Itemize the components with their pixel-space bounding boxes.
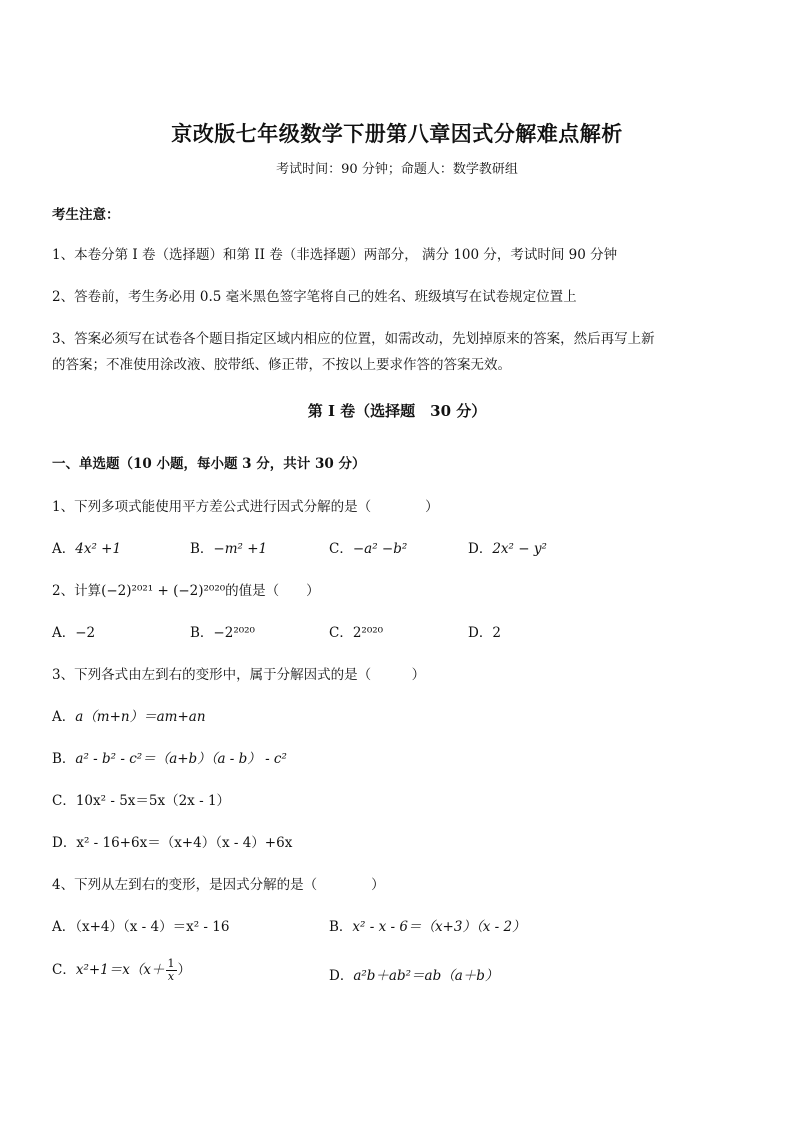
question-2-option-d: D．2: [468, 625, 501, 641]
exam-subtitle: 考试时间：90 分钟；命题人：数学教研组: [276, 162, 518, 177]
part-heading: 一、单选题（10 小题，每小题 3 分，共计 30 分）: [52, 456, 366, 472]
notice-item: 3、答案必须写在试卷各个题目指定区域内相应的位置，如需改动，先划掉原来的答案，然后再写上新: [52, 331, 655, 347]
question-3-option-c: C．10x² - 5x＝5x（2x - 1）: [52, 793, 231, 809]
question-1-option-b: B．−m² +1: [190, 541, 268, 557]
notice-heading: 考生注意：: [52, 207, 120, 223]
question-4-stem: 4、下列从左到右的变形，是因式分解的是（ ）: [52, 877, 385, 893]
fraction: $\frac{1}{x}$: [167, 957, 175, 983]
question-1-option-d: D．2x² − y²: [468, 541, 547, 557]
question-3-option-b: B．a² - b² - c²＝（a+b）（a - b） - c²: [52, 751, 287, 767]
notice-item: 2、答卷前，考生务必用 0.5 毫米黑色签字笔将自己的姓名、班级填写在试卷规定位置上: [52, 289, 577, 305]
question-2-option-b: B．−2²⁰²⁰: [190, 625, 255, 641]
question-1-stem: 1、下列多项式能使用平方差公式进行因式分解的是（ ）: [52, 499, 439, 515]
question-2-option-a: A．−2: [52, 625, 96, 641]
question-2-expression: (−2)²⁰²¹ + (−2)²⁰²⁰: [101, 583, 226, 599]
notice-item: 1、本卷分第 I 卷（选择题）和第 II 卷（非选择题）两部分， 满分 100 分，考试时间 90 分钟: [52, 247, 618, 263]
question-2-stem: 2、计算(−2)²⁰²¹ + (−2)²⁰²⁰的值是（ ）: [52, 583, 320, 599]
question-3-option-a: A．a（m+n）＝am+an: [52, 709, 206, 725]
question-4-option-c: C．x²+1＝x（x＋ $\frac{1}{x}$ ）: [52, 957, 191, 983]
notice-item: 的答案；不准使用涂改液、胶带纸、修正带，不按以上要求作答的答案无效。: [52, 357, 511, 373]
section-title: 第 I 卷（选择题 30 分）: [307, 402, 487, 420]
question-3-stem: 3、下列各式由左到右的变形中，属于分解因式的是（ ）: [52, 667, 426, 683]
question-4-option-d: D．a²b＋ab²＝ab（a＋b）: [329, 968, 499, 984]
question-1-option-a: A．4x² +1: [52, 541, 122, 557]
question-4-option-a: A．（x+4）（x - 4）＝x² - 16: [52, 919, 230, 935]
question-2-option-c: C．2²⁰²⁰: [329, 625, 384, 641]
question-1-option-c: C．−a² −b²: [329, 541, 408, 557]
question-4-option-b: B．x² - x - 6＝（x+3）（x - 2）: [329, 919, 526, 935]
question-3-option-d: D．x² - 16+6x＝（x+4）（x - 4）+6x: [52, 835, 293, 851]
page-title: 京改版七年级数学下册第八章因式分解难点解析: [171, 121, 623, 146]
